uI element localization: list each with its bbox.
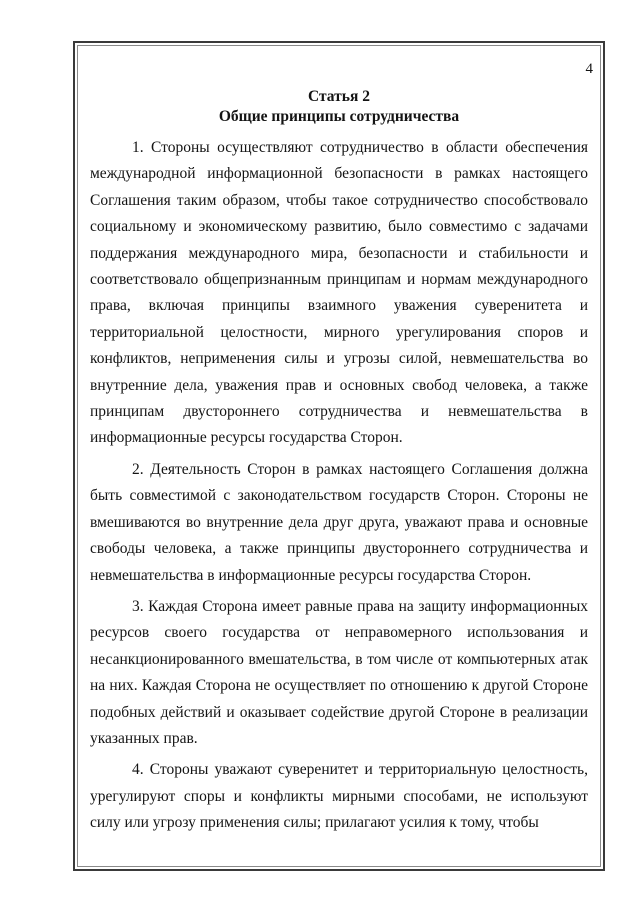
paragraph-1: 1. Стороны осуществляют сотрудничество в области обеспечения международной информационной безопасности в рамках настоящего Соглашения таким образом, чтобы такое сотрудничество способствовало социальному и экономическому развитию, было совместимо с задачами поддержания международного мира, безопасности и стабильности и соответствовало общепризнанным принципам и нормам международного права, включая принципы взаимного уважения суверенитета и территориальной целостности, мирного урегулирования споров и конфликтов, неприменения силы и угрозы силой, невмешательства во внутренние дела, уважения прав и основных свобод человека, а также принципам двустороннего сотрудничества и невмешательства в информационные ресурсы государства Сторон.	[90, 139, 588, 447]
paragraph-4: 4. Стороны уважают суверенитет и территориальную целостность, урегулируют споры и конфликты мирными способами, не используют силу или угрозу применения силы; прилагают усилия к тому, чтобы	[90, 761, 588, 832]
article-title: Статья 2	[308, 88, 370, 105]
paragraph-3: 3. Каждая Сторона имеет равные права на защиту информационных ресурсов своего государства от неправомерного использования и несанкционированного вмешательства, в том числе от компьютерных атак на них. Каждая Сторона не осуществляет по отношению к другой Стороне подобных действий и оказывает содействие другой Стороне в реализации указанных прав.	[90, 597, 588, 747]
page-border	[73, 41, 605, 871]
article-subtitle: Общие принципы сотрудничества	[218, 108, 460, 125]
article-body	[90, 135, 588, 842]
page-number: 4	[585, 61, 593, 77]
article-heading	[75, 87, 603, 127]
paragraph-2: 2. Деятельность Сторон в рамках настоящего Соглашения должна быть совместимой с законодательством государств Сторон. Стороны не вмешиваются во внутренние дела друг друга, уважают права и основные свободы человека, а также принципы двустороннего сотрудничества и невмешательства в информационные ресурсы государства Сторон.	[90, 460, 588, 584]
